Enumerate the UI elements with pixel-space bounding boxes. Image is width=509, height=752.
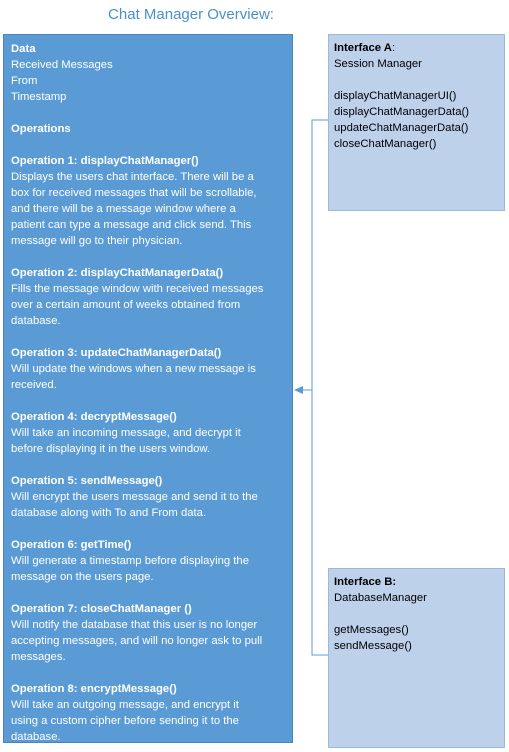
operation-description-line: Will take an incoming message, and decrypt it — [11, 427, 241, 439]
operation-description-line: Will update the windows when a new message is — [11, 363, 256, 375]
operation-description-line: box for received messages that will be scrollable, — [11, 187, 257, 199]
operation-title: Operation 4: decryptMessage() — [11, 411, 177, 423]
operation-description-line: over a certain amount of weeks obtained from — [11, 299, 241, 311]
operation-description-line: messages. — [11, 651, 66, 663]
interface-b-heading: Interface B: — [334, 576, 397, 588]
data-item: Received Messages — [11, 59, 113, 71]
operation-description-line: received. — [11, 379, 57, 391]
operation-description-line: using a custom cipher before sending it to the — [11, 715, 239, 727]
operation-title: Operation 7: closeChatManager () — [11, 603, 192, 615]
operation-description-line: database. — [11, 731, 61, 743]
data-item: From — [11, 75, 38, 87]
operation-description-line: database. — [11, 315, 61, 327]
data-heading: Data — [11, 43, 36, 55]
operation-description-line: Displays the users chat interface. There will be a — [11, 171, 254, 183]
diagram-title: Chat Manager Overview: — [108, 6, 274, 23]
operation-title: Operation 2: displayChatManagerData() — [11, 267, 224, 279]
interface-a-method: updateChatManagerData() — [334, 122, 469, 134]
operation-description-line: Will generate a timestamp before displaying the — [11, 555, 249, 567]
operation-description-line: before displaying it in the users window. — [11, 443, 211, 455]
interface-b-connector — [312, 390, 328, 655]
operation-title: Operation 3: updateChatManagerData() — [11, 347, 222, 359]
operation-description-line: Will notify the database that this user is no longer — [11, 619, 258, 631]
interface-a-name: Session Manager — [334, 58, 422, 70]
interface-a-method: displayChatManagerData() — [334, 106, 469, 118]
operation-description-line: patient can type a message and click send. This — [11, 219, 252, 231]
operation-description-line: accepting messages, and will no longer ask to pull — [11, 635, 263, 647]
interface-b-method: sendMessage() — [334, 640, 412, 652]
interface-b-name: DatabaseManager — [334, 592, 427, 604]
interface-a-connector — [300, 120, 328, 390]
interface-a-method: displayChatManagerUI() — [334, 90, 457, 102]
operation-title: Operation 6: getTime() — [11, 539, 132, 551]
operation-description-line: Fills the message window with received messages — [11, 283, 264, 295]
interface-a-method: closeChatManager() — [334, 138, 437, 150]
operation-title: Operation 5: sendMessage() — [11, 475, 163, 487]
interface-a-colon: : — [391, 42, 396, 54]
operation-title: Operation 1: displayChatManager() — [11, 155, 199, 167]
operation-description-line: message will go to their physician. — [11, 235, 183, 247]
operation-title: Operation 8: encryptMessage() — [11, 683, 177, 695]
operation-description-line: and there will be a message window where a — [11, 203, 236, 215]
operation-description-line: database along with To and From data. — [11, 507, 207, 519]
data-item: Timestamp — [11, 91, 67, 103]
operation-description-line: Will encrypt the users message and send it to the — [11, 491, 258, 503]
operation-description-line: Will take an outgoing message, and encrypt it — [11, 699, 239, 711]
interface-b-method: getMessages() — [334, 624, 409, 636]
interface-a-heading: Interface A — [334, 42, 392, 54]
operation-description-line: message on the users page. — [11, 571, 154, 583]
operations-heading: Operations — [11, 123, 71, 135]
arrow-head-icon — [294, 386, 303, 394]
